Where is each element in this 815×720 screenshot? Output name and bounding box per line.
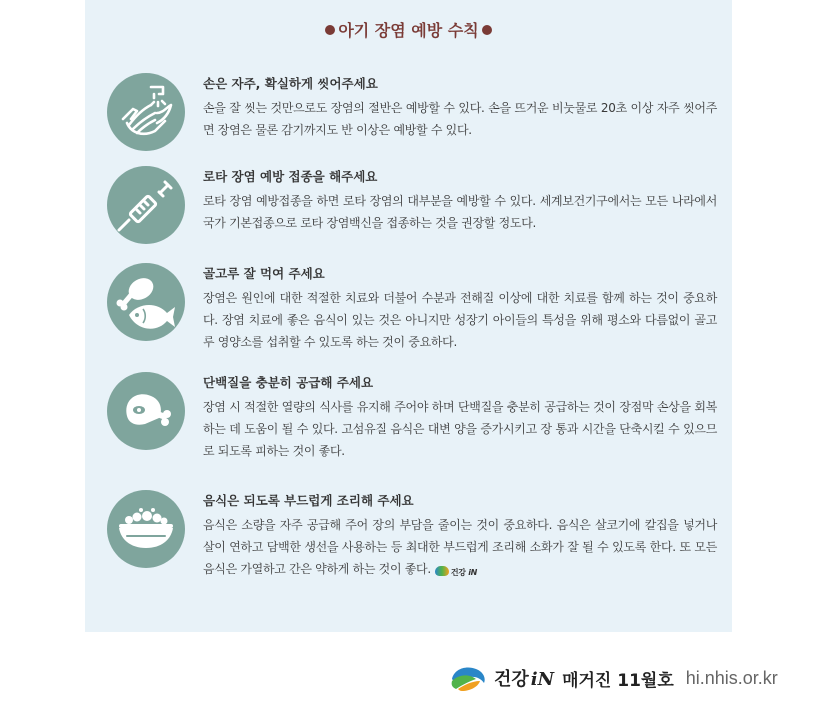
website-url: hi.nhis.or.kr bbox=[685, 667, 778, 688]
footer bbox=[448, 660, 778, 696]
tip-body: 손을 잘 씻는 것만으로도 장염의 절반은 예방할 수 있다. 손을 뜨거운 비눗물로 20초 이상 자주 씻어주면 장염은 물론 감기까지도 반 이상은 예방할 수 있다. bbox=[203, 101, 717, 137]
tip-heading: 골고루 잘 먹여 주세요 bbox=[203, 266, 325, 281]
mini-logo bbox=[435, 562, 477, 584]
tip-body-text: 음식은 소량을 자주 공급해 주어 장의 부담을 줄이는 것이 중요하다. 음식은 살코기에 칼집을 넣거나 살이 연하고 담백한 생선을 사용하는 등 최대한 부드럽게 조리해 소화가 잘 될 수 있도록 한다. 또 모든 음식은 가열하고 간은 약하게 하는 것이 좋다. bbox=[203, 518, 717, 576]
tip-heading: 로타 장염 예방 접종을 해주세요 bbox=[203, 169, 378, 184]
title-text: 아기 장염 예방 수칙 bbox=[338, 21, 479, 40]
tip-body bbox=[203, 514, 717, 584]
tip-body: 장염 시 적절한 열량의 식사를 유지해 주어야 하며 단백질을 충분히 공급하는 것이 장점막 손상을 회복하는 데 도움이 될 수 있다. 고섬유질 음식은 대변 양을 증가시키고 장 통과 시간을 단축시킬 수 있으므로 되도록 피하는 것이 좋다. bbox=[203, 400, 717, 458]
tip-body: 로타 장염 예방접종을 하면 로타 장염의 대부분을 예방할 수 있다. 세계보건기구에서는 모든 나라에서 국가 기본접종으로 로타 장염백신을 접종하는 것을 권장할 정도다. bbox=[203, 194, 717, 230]
title-bullet-right bbox=[482, 25, 492, 35]
page-title bbox=[85, 18, 732, 41]
mini-logo-text: 건강 bbox=[450, 568, 466, 577]
meat-bone-icon bbox=[107, 372, 185, 450]
brand-in: iN bbox=[530, 669, 555, 690]
drumstick-fish-icon bbox=[107, 263, 185, 341]
tip-heading: 손은 자주, 확실하게 씻어주세요 bbox=[203, 76, 378, 91]
title-bullet-left bbox=[325, 25, 335, 35]
brand-name bbox=[494, 665, 556, 691]
tips-panel bbox=[85, 0, 732, 632]
brand-prefix: 건강 bbox=[494, 669, 529, 690]
magazine-issue: 매거진 11월호 bbox=[562, 670, 674, 691]
hand-washing-icon bbox=[107, 73, 185, 151]
mini-logo-mark-icon bbox=[435, 566, 449, 576]
food-bowl-icon bbox=[107, 490, 185, 568]
tip-heading: 단백질을 충분히 공급해 주세요 bbox=[203, 375, 374, 390]
tip-heading: 음식은 되도록 부드럽게 조리해 주세요 bbox=[203, 493, 414, 508]
mini-logo-in: iN bbox=[468, 568, 478, 577]
syringe-icon bbox=[107, 166, 185, 244]
health-in-logo-icon bbox=[448, 663, 488, 693]
tip-body: 장염은 원인에 대한 적절한 치료와 더불어 수분과 전해질 이상에 대한 치료를 함께 하는 것이 중요하다. 장염 치료에 좋은 음식이 있는 것은 아니지만 성장기 아이들의 특성을 위해 평소와 다름없이 골고루 영양소를 섭취할 수 있도록 하는 것이 중요하다. bbox=[203, 291, 717, 349]
